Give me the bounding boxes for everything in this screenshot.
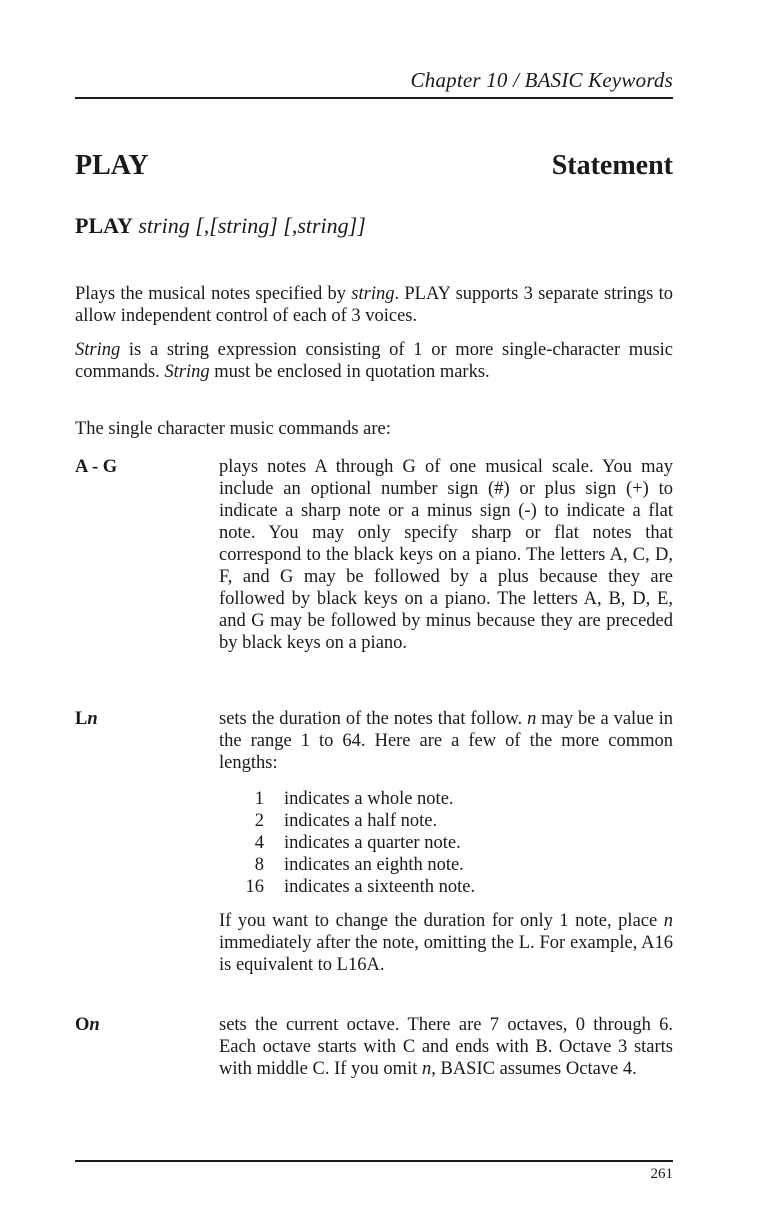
command-desc-o [219, 1014, 673, 1080]
length-text: indicates a whole note. [284, 789, 454, 809]
text-run: immediately after the note, omitting the L. For example, A16 is equivalent to L16A. [219, 933, 673, 975]
text-run: sets the duration of the notes that follow. [219, 709, 528, 729]
text-run: may be a value in the range 1 to 64. Here are a few of the more common lengths: [219, 709, 673, 773]
string-paragraph [75, 339, 673, 383]
length-value: 16 [245, 877, 264, 897]
description-paragraph [75, 283, 673, 327]
command-note-l [219, 910, 673, 976]
command-name-l [75, 709, 98, 730]
command-param: n [87, 709, 98, 729]
length-value: 1 [254, 789, 264, 809]
command-desc-a-g: plays notes A through G of one musical scale. You may include an optional number sign (#) or plus sign (+) to indicate a sharp note or a minus sign (-) to indicate a flat note. You may only specify sharp or flat notes that correspond to the black keys on a piano. The letters A, C, D, F, and G may be followed by a plus because they are followed by black keys on a piano. The letters A, B, D, E, and G may be followed by minus because they are preceded by black keys on a piano. [219, 457, 673, 653]
command-name-a-g: A - G [75, 457, 118, 477]
header-rule [75, 97, 673, 99]
command-desc-l [219, 708, 673, 774]
command-letter: O [75, 1015, 90, 1035]
length-row [237, 788, 475, 810]
running-head: Chapter 10 / BASIC Keywords [410, 68, 673, 92]
text-run-italic: String [75, 340, 121, 360]
text-run: If you want to change the duration for only 1 note, place [219, 911, 664, 931]
text-run: , BASIC assumes Octave 4. [431, 1059, 637, 1079]
command-name-o [75, 1015, 100, 1036]
text-run: is a string expression consisting of 1 or more single-character music commands. [75, 340, 673, 382]
syntax-line [75, 213, 366, 239]
text-run: sets the current octave. There are 7 octaves, 0 through 6. Each octave starts with C and ends with B. Octave 3 starts with middle C. If you omit [219, 1015, 673, 1079]
text-run-italic: n [421, 1059, 432, 1079]
command-letter: L [75, 709, 88, 729]
text-run-italic: n [663, 911, 673, 931]
keyword-title: PLAY [75, 150, 149, 181]
document-page [75, 0, 673, 1207]
commands-intro: The single character music commands are: [75, 419, 391, 439]
length-value: 8 [254, 855, 264, 875]
length-text: indicates a half note. [284, 811, 438, 831]
syntax-arguments: string [,[string] [,string]] [138, 213, 366, 238]
syntax-keyword: PLAY [75, 213, 133, 238]
length-row [237, 832, 475, 854]
text-run-italic: String [164, 362, 210, 382]
text-run: must be enclosed in quotation marks. [209, 362, 490, 382]
keyword-kind: Statement [551, 150, 673, 181]
page-number: 261 [650, 1166, 673, 1182]
length-text: indicates an eighth note. [284, 855, 464, 875]
length-value: 2 [254, 811, 264, 831]
length-text: indicates a sixteenth note. [284, 877, 476, 897]
command-param: n [89, 1015, 100, 1035]
length-row [237, 810, 475, 832]
length-table [237, 788, 475, 898]
text-run: . PLAY supports 3 separate strings to allow independent control of each of 3 voices. [75, 284, 674, 326]
length-text: indicates a quarter note. [284, 833, 461, 853]
text-run-italic: n [527, 709, 537, 729]
text-run: Plays the musical notes specified by [75, 284, 352, 304]
footer-rule [75, 1160, 673, 1162]
length-row [237, 876, 475, 898]
length-row [237, 854, 475, 876]
text-run-italic: string [351, 284, 395, 304]
length-value: 4 [254, 833, 264, 853]
